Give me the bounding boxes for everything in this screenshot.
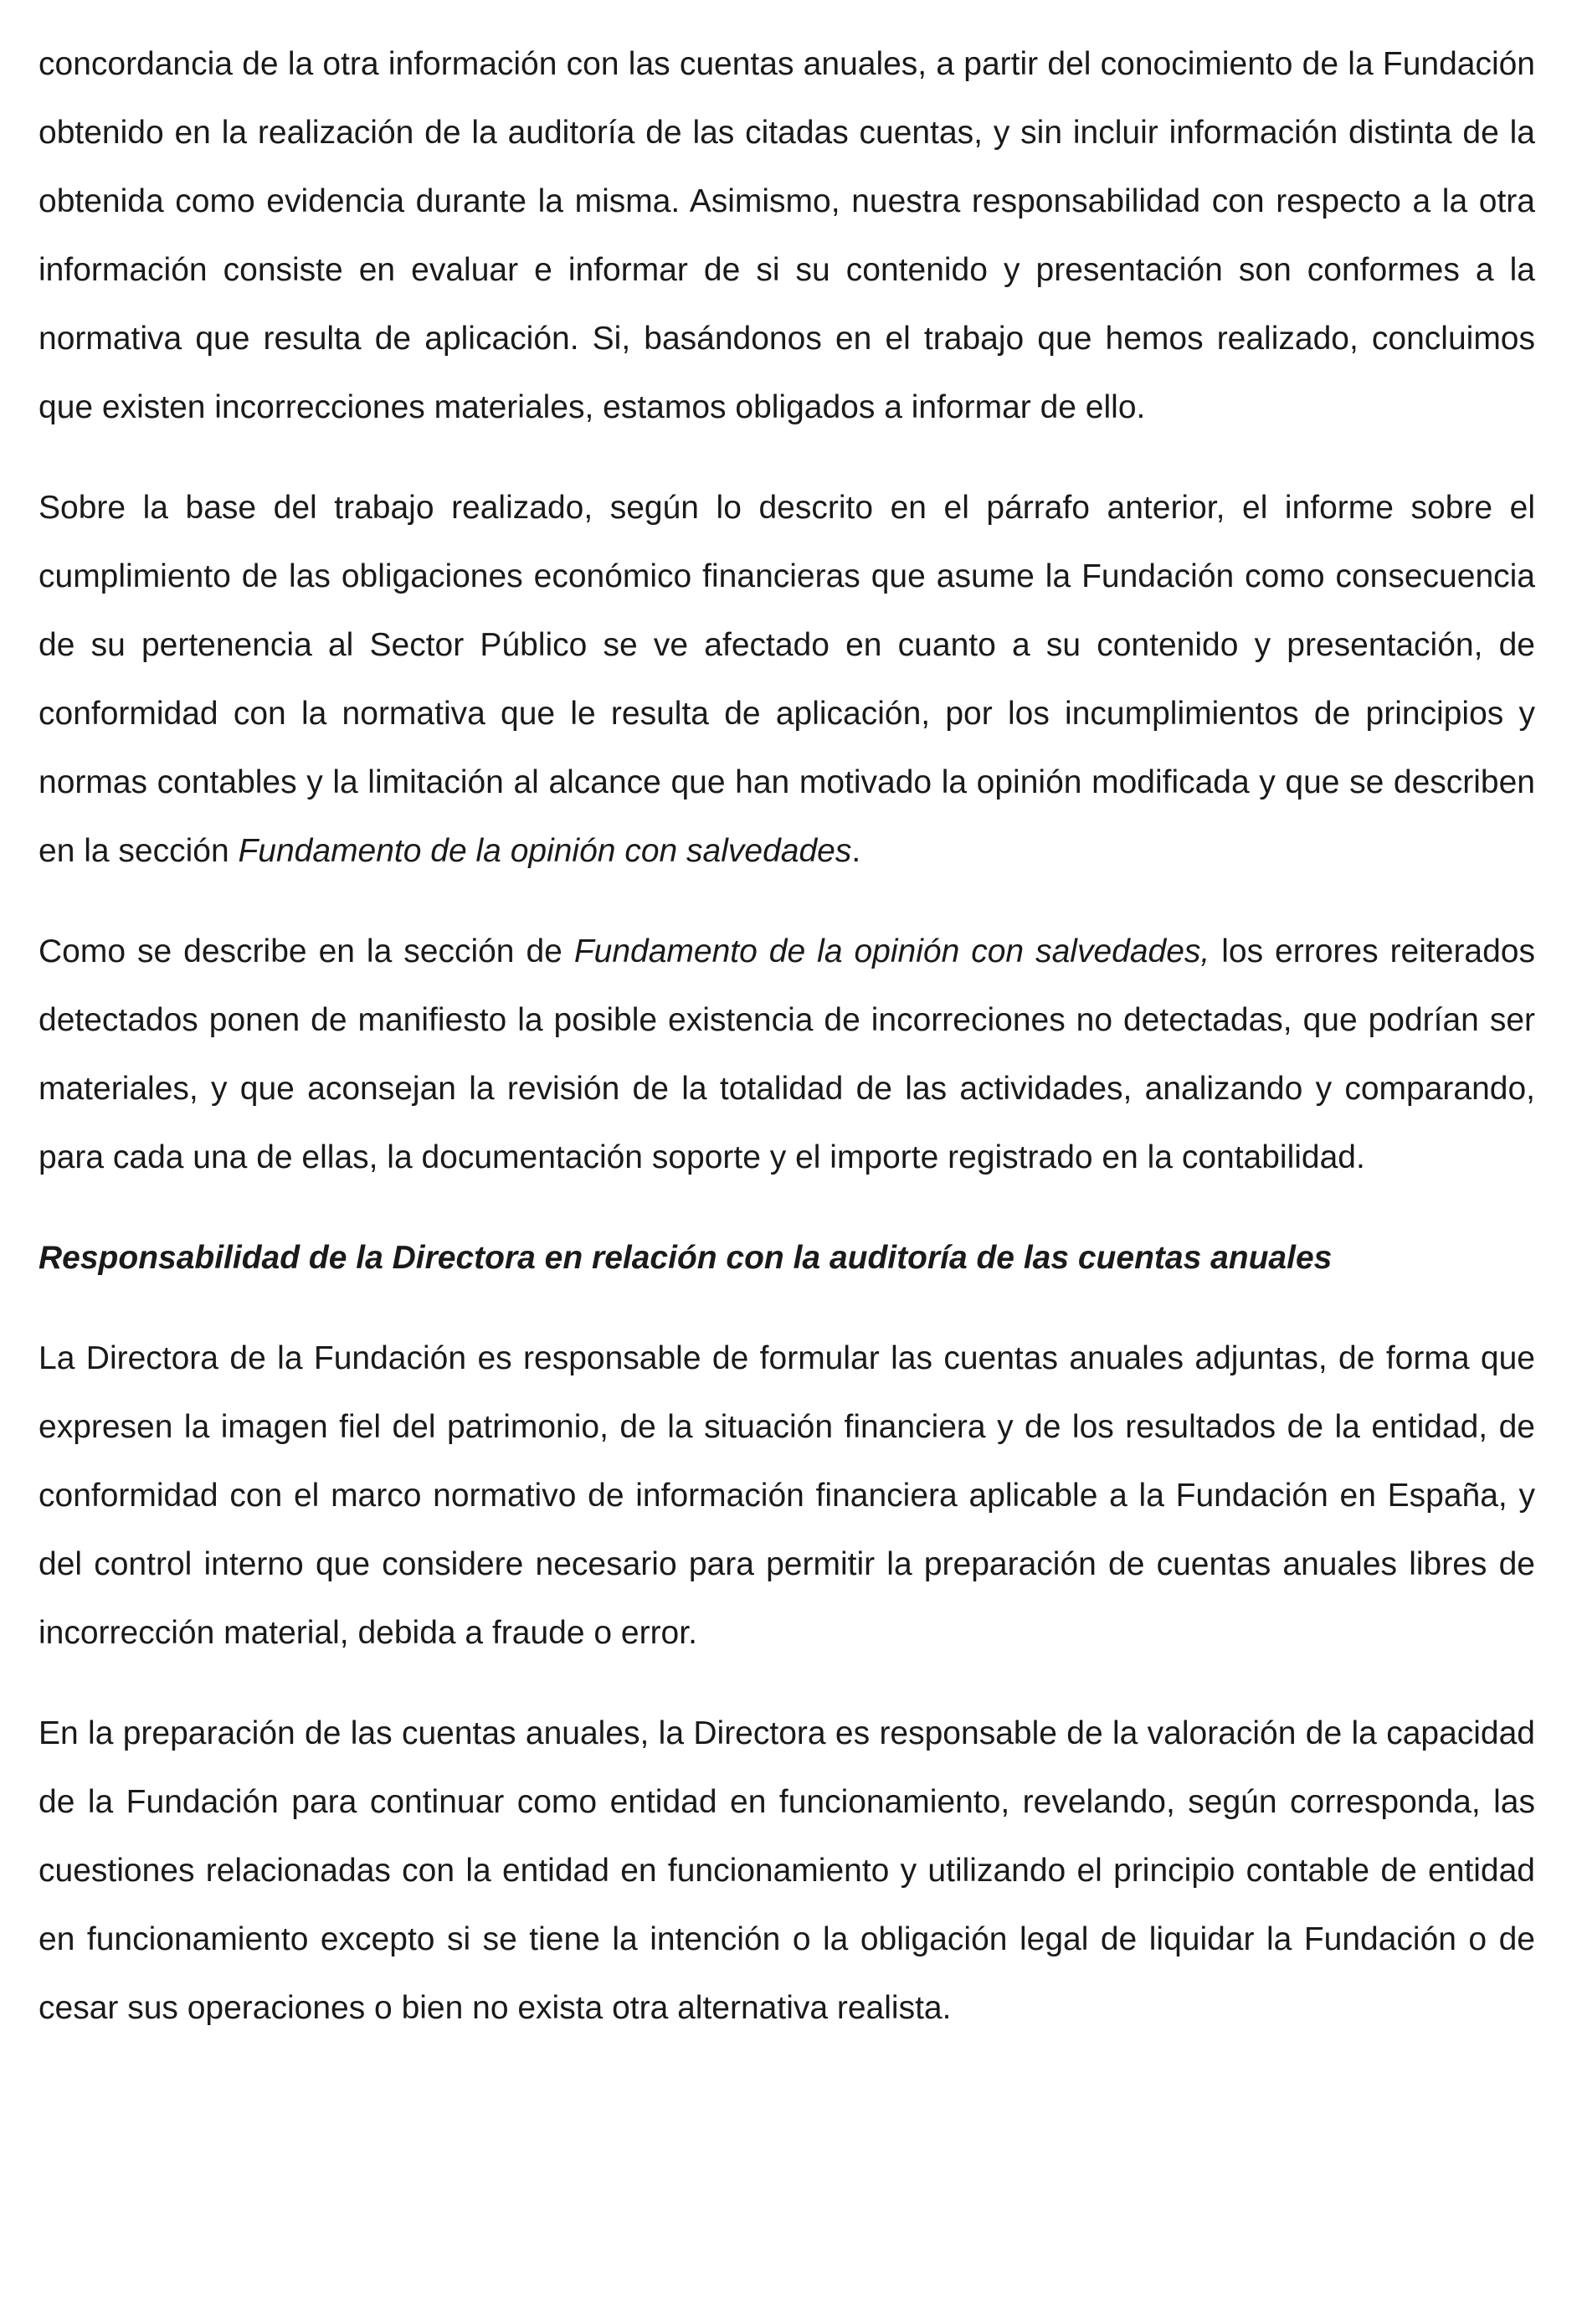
paragraph-director-responsibility <box>39 1324 1535 1668</box>
italic-section-reference: Fundamento de la opinión con salvedades <box>238 833 852 869</box>
paragraph-text: los errores reiterados detectados ponen de manifiesto la posible existencia de incorreciones no detectadas, que podrían ser materiales, y que aconsejan la revisión de la totalidad de las actividades, analizando y comparando, para cada una de ellas, la documentación soporte y el importe registrado en la contabilidad. <box>39 933 1535 1175</box>
section-heading: Responsabilidad de la Directora en relación con la auditoría de las cuentas anuales <box>39 1240 1333 1276</box>
paragraph-text: Sobre la base del trabajo realizado, según lo descrito en el párrafo anterior, el informe sobre el cumplimiento de las obligaciones económico financieras que asume la Fundación como consecuencia de su pertenencia al Sector Público se ve afectado en cuanto a su contenido y presentación, de conformidad con la normativa que le resulta de aplicación, por los incumplimientos de principios y normas contables y la limitación al alcance que han motivado la opinión modificada y que se describen en la sección <box>39 490 1535 869</box>
paragraph-text: La Directora de la Fundación es responsable de formular las cuentas anuales adjuntas, de forma que expresen la imagen fiel del patrimonio, de la situación financiera y de los resultados de la entidad, de conformidad con el marco normativo de información financiera aplicable a la Fundación en España, y del control interno que considere necesario para permitir la preparación de cuentas anuales libres de incorrección material, debida a fraude o error. <box>39 1340 1535 1651</box>
paragraph-text: concordancia de la otra información con las cuentas anuales, a partir del conocimiento de la Fundación obtenido en la realización de la auditoría de las citadas cuentas, y sin incluir información distinta de la obtenida como evidencia durante la misma. Asimismo, nuestra responsabilidad con respecto a la otra información consiste en evaluar e informar de si su contenido y presentación son conformes a la normativa que resulta de aplicación. Si, basándonos en el trabajo que hemos realizado, concluimos que existen incorrecciones materiales, estamos obligados a informar de ello. <box>39 46 1535 425</box>
paragraph-text: . <box>851 833 861 869</box>
italic-section-reference: Fundamento de la opinión con salvedades, <box>573 933 1210 969</box>
paragraph-text: En la preparación de las cuentas anuales, la Directora es responsable de la valoración de la capacidad de la Fundación para continuar como entidad en funcionamiento, revelando, según corresponda, las cuestiones relacionadas con la entidad en funcionamiento y utilizando el principio contable de entidad en funcionamiento excepto si se tiene la intención o la obligación legal de liquidar la Fundación o de cesar sus operaciones o bien no exista otra alternativa realista. <box>39 1715 1535 2026</box>
document-page <box>39 30 1535 2075</box>
paragraph-public-sector-report <box>39 474 1535 886</box>
paragraph-reiterated-errors <box>39 918 1535 1192</box>
paragraph-other-information <box>39 30 1535 442</box>
paragraph-text: Como se describe en la sección de <box>39 933 574 969</box>
paragraph-going-concern <box>39 1699 1535 2043</box>
